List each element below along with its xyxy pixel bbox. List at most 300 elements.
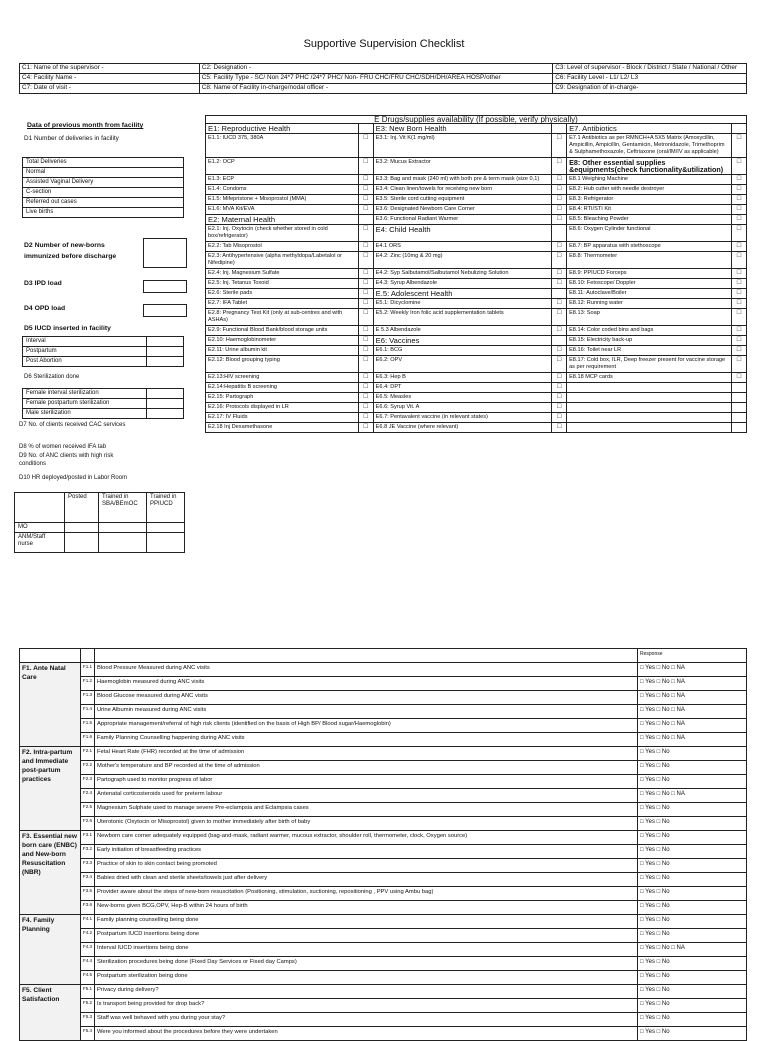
f-response-options[interactable]: □ Yes □ No <box>638 915 747 929</box>
f-item-code: F3.2 <box>81 845 95 859</box>
empty-cell <box>732 393 747 403</box>
drug-item-label: E8.8: Thermometer <box>567 252 732 269</box>
delivery-row: Normal <box>23 168 184 178</box>
drugs-row <box>206 373 747 383</box>
f-item-text: Antenatal corticosteroids used for preterm labour <box>95 789 638 803</box>
f-item-code: F1.2 <box>81 677 95 691</box>
checkbox[interactable]: □ <box>732 225 747 242</box>
checkbox[interactable]: □ <box>732 356 747 373</box>
checkbox[interactable]: □ <box>552 403 567 413</box>
checkbox[interactable]: □ <box>732 252 747 269</box>
checkbox[interactable]: □ <box>552 252 567 269</box>
iucd-value[interactable] <box>147 337 184 347</box>
checkbox[interactable]: □ <box>552 158 567 175</box>
checkbox[interactable]: □ <box>552 299 567 309</box>
f-section-label: F1. Ante Natal Care <box>20 663 81 747</box>
f-response-options[interactable]: □ Yes □ No <box>638 887 747 901</box>
empty-cell <box>732 403 747 413</box>
sterilization-row: Male sterilization <box>23 409 147 419</box>
drug-item-label: E6.1: BCG <box>373 346 552 356</box>
d8-label: D8 % of women received IFA tab <box>19 444 107 450</box>
f-response-options[interactable]: □ Yes □ No <box>638 971 747 985</box>
drug-item-label: E2.15: Partograph <box>206 393 359 403</box>
checkbox[interactable]: □ <box>732 185 747 195</box>
checkbox[interactable]: □ <box>552 413 567 423</box>
section-f-table <box>19 648 747 1041</box>
f-item-text: New-borns given BCG,OPV, Hep-B within 24 hours of birth <box>95 901 638 915</box>
iucd-value[interactable] <box>147 347 184 357</box>
checkbox[interactable]: □ <box>358 205 373 215</box>
staff-cell[interactable] <box>65 523 99 533</box>
f-item-text: Practice of skin to skin contact being promoted <box>95 859 638 873</box>
f-row <box>20 859 747 873</box>
empty-cell <box>732 124 747 134</box>
f-item-code: F2.3 <box>81 775 95 789</box>
checkbox[interactable]: □ <box>358 134 373 158</box>
f-item-text: Newborn care corner adequately equipped (bag-and-mask, radiant warmer, mucous extractor, shoulder roll, thermometer, clock, Oxygen source) <box>95 831 638 845</box>
checkbox[interactable]: □ <box>732 309 747 326</box>
f-row <box>20 943 747 957</box>
drug-item-label: E3.1: Inj. Vit K(1 mg/ml) <box>373 134 552 158</box>
c2-designation[interactable]: C2: Designation - <box>199 64 553 74</box>
c9-incharge-designation[interactable]: C9: Designation of in-charge- <box>553 84 747 94</box>
sterilization-value[interactable] <box>147 389 184 399</box>
c8-incharge-name[interactable]: C8: Name of Facility in-charge/nodal officer - <box>199 84 553 94</box>
d3-label: D3 IPD load <box>24 280 62 287</box>
checkbox[interactable]: □ <box>552 134 567 158</box>
checkbox[interactable]: □ <box>552 205 567 215</box>
iucd-table <box>22 336 184 367</box>
sterilization-value[interactable] <box>147 399 184 409</box>
f-response-options[interactable]: □ Yes □ No <box>638 873 747 887</box>
f-item-text: Urine Albumin measured during ANC visits <box>95 705 638 719</box>
f-item-code: F3.4 <box>81 873 95 887</box>
staff-cell[interactable] <box>65 533 99 553</box>
drug-item-label: E8.6: Oxygen Cylinder functional <box>567 225 732 242</box>
f-response-options[interactable]: □ Yes □ No □ NA <box>638 691 747 705</box>
checkbox[interactable]: □ <box>358 373 373 383</box>
empty-cell <box>567 413 732 423</box>
hr-staff-table <box>14 492 185 553</box>
drug-item-label: E7.1 Antibiotics as per RMNCH+A 5X5 Matrix (Amoxycillin, Ampicillin, Ampicillin, Gentamicin, Metronidazole, Trimethoprim & Sulphamethoxazole, Ceftriaxone (oral/IM/IV as applicable) <box>567 134 732 158</box>
drug-item-label: E8.18 MCP cards <box>567 373 732 383</box>
f-item-code: F5.3 <box>81 1013 95 1027</box>
checkbox[interactable]: □ <box>358 195 373 205</box>
f-row <box>20 957 747 971</box>
checkbox[interactable]: □ <box>552 175 567 185</box>
drug-item-label: E8.15: Electricity back-up <box>567 336 732 346</box>
f-response-options[interactable]: □ Yes □ No <box>638 831 747 845</box>
f-item-text: Family planning counselling being done <box>95 915 638 929</box>
checkbox[interactable]: □ <box>358 413 373 423</box>
drugs-row <box>206 124 747 134</box>
d4-label: D4 OPD load <box>24 305 66 312</box>
drugs-section-heading: E6: Vaccines <box>373 336 552 346</box>
f-response-options[interactable]: □ Yes □ No □ NA <box>638 719 747 733</box>
f-item-code: F4.5 <box>81 971 95 985</box>
f-item-text: Postpartum sterilization being done <box>95 971 638 985</box>
f-response-options[interactable]: □ Yes □ No □ NA <box>638 733 747 747</box>
staff-row-label: MO <box>15 523 65 533</box>
drugs-row <box>206 185 747 195</box>
f-response-options[interactable]: □ Yes □ No <box>638 803 747 817</box>
drug-item-label: E4.2: Zinc (10mg & 20 mg) <box>373 252 552 269</box>
drugs-row <box>206 252 747 269</box>
checkbox[interactable]: □ <box>552 242 567 252</box>
checkbox[interactable]: □ <box>552 269 567 279</box>
checkbox[interactable]: □ <box>358 299 373 309</box>
drugs-row <box>206 356 747 373</box>
checkbox[interactable]: □ <box>732 269 747 279</box>
f-item-code: F2.4 <box>81 789 95 803</box>
f-row <box>20 789 747 803</box>
f-item-text: Uterotonic (Oxytocin or Misoprostol) given to mother immediately after birth of baby <box>95 817 638 831</box>
drug-item-label: E6.7: Pentavalent vaccine (in relevant states) <box>373 413 552 423</box>
f-response-options[interactable]: □ Yes □ No <box>638 747 747 761</box>
checkbox[interactable]: □ <box>732 289 747 299</box>
f-response-options[interactable]: □ Yes □ No <box>638 929 747 943</box>
drug-item-label: E2.10: Haemoglobinometer <box>206 336 359 346</box>
drug-item-label: E8.9: PPIUCD Forceps <box>567 269 732 279</box>
f-row <box>20 733 747 747</box>
drugs-row <box>206 225 747 242</box>
checkbox[interactable]: □ <box>552 373 567 383</box>
f-response-options[interactable]: □ Yes □ No <box>638 859 747 873</box>
f-item-text: Partograph used to monitor progress of labor <box>95 775 638 789</box>
iucd-value[interactable] <box>147 357 184 367</box>
checkbox[interactable]: □ <box>732 346 747 356</box>
f-item-code: F1.4 <box>81 705 95 719</box>
checkbox[interactable]: □ <box>358 242 373 252</box>
f-response-options[interactable]: □ Yes □ No □ NA <box>638 943 747 957</box>
f-item-text: Sterilization procedures being done (Fixed Day Services or Fixed day Camps) <box>95 957 638 971</box>
checkbox[interactable]: □ <box>358 403 373 413</box>
f-item-text: Blood Glucose measured during ANC visits <box>95 691 638 705</box>
f-row <box>20 1027 747 1041</box>
iucd-row: Post Abortion <box>23 357 147 367</box>
drug-item-label: E2.14:Hepatitis B screening <box>206 383 359 393</box>
drug-item-label: E5.1: Dicyclomine <box>373 299 552 309</box>
sterilization-row: Female interval sterilization <box>23 389 147 399</box>
drugs-section-heading: E2: Maternal Health <box>206 215 359 225</box>
delivery-row: Assisted Vaginal Delivery <box>23 178 184 188</box>
empty-cell <box>358 124 373 134</box>
drugs-section-heading: E1: Reproductive Health <box>206 124 359 134</box>
f-response-options[interactable]: □ Yes □ No □ NA <box>638 705 747 719</box>
f-row <box>20 845 747 859</box>
f-item-code: F5.1 <box>81 985 95 999</box>
f-response-options[interactable]: □ Yes □ No □ NA <box>638 677 747 691</box>
drug-item-label: E2.5: Inj. Tetanus Toxoid <box>206 279 359 289</box>
f-corner-cell <box>20 649 81 663</box>
f-section-label: F5. Client Satisfaction <box>20 985 81 1041</box>
drugs-row <box>206 175 747 185</box>
drug-item-label: E2.9: Functional Blood Bank/blood storage units <box>206 326 359 336</box>
response-header: Response <box>638 649 747 663</box>
f-row <box>20 873 747 887</box>
checkbox[interactable]: □ <box>552 279 567 289</box>
f-item-code: F2.6 <box>81 817 95 831</box>
drug-item-label: E6.2: OPV <box>373 356 552 373</box>
checkbox[interactable]: □ <box>552 185 567 195</box>
checkbox[interactable]: □ <box>358 175 373 185</box>
checkbox[interactable]: □ <box>358 393 373 403</box>
f-item-text: Family Planning Counselling happening during ANC visits <box>95 733 638 747</box>
d1-label: D1 Number of deliveries in facility <box>24 135 119 142</box>
f-item-code: F1.1 <box>81 663 95 677</box>
d5-label: D5 IUCD inserted in facility <box>24 325 111 332</box>
checkbox[interactable]: □ <box>358 252 373 269</box>
drug-item-label: E2.1: Inj. Oxytocin (check whether stored in cold box/refrigerator) <box>206 225 359 242</box>
d3-input-box[interactable] <box>143 280 187 293</box>
f-row <box>20 775 747 789</box>
checkbox[interactable]: □ <box>732 205 747 215</box>
drug-item-label: E4.3: Syrup Albendazole <box>373 279 552 289</box>
drug-item-label: E8.3: Refrigerator <box>567 195 732 205</box>
f-row <box>20 1013 747 1027</box>
staff-header: Trained in PPIUCD <box>147 493 185 523</box>
drugs-row <box>206 403 747 413</box>
f-item-code: F3.6 <box>81 901 95 915</box>
c7-date-of-visit[interactable]: C7: Date of visit - <box>20 84 200 94</box>
f-response-options[interactable]: □ Yes □ No <box>638 985 747 999</box>
f-row <box>20 971 747 985</box>
drugs-section-heading: E8: Other essential supplies &equipments(check functionality&utilization) <box>567 158 732 175</box>
f-item-code: F4.3 <box>81 943 95 957</box>
staff-cell[interactable] <box>147 523 185 533</box>
drug-item-label: E2.3: Antihypertensive (alpha methyldopa/Labetalol or Nifedipine) <box>206 252 359 269</box>
drug-item-label: E8.1 Weighing Machine <box>567 175 732 185</box>
f-response-options[interactable]: □ Yes □ No <box>638 775 747 789</box>
f-item-code: F4.1 <box>81 915 95 929</box>
checkbox[interactable]: □ <box>732 134 747 158</box>
checkbox[interactable]: □ <box>552 215 567 225</box>
f-response-options[interactable]: □ Yes □ No <box>638 761 747 775</box>
f-item-text: Postpartum IUCD insertions being done <box>95 929 638 943</box>
drug-item-label: E 5.3 Albendazole <box>373 326 552 336</box>
staff-cell[interactable] <box>99 523 147 533</box>
drugs-section-heading: E7. Antibiotics <box>567 124 732 134</box>
checkbox[interactable]: □ <box>732 336 747 346</box>
deliveries-table <box>22 157 184 218</box>
f-response-options[interactable]: □ Yes □ No □ NA <box>638 663 747 677</box>
iucd-row: Interval <box>23 337 147 347</box>
f-row <box>20 691 747 705</box>
sterilization-value[interactable] <box>147 409 184 419</box>
staff-cell[interactable] <box>99 533 147 553</box>
drug-item-label: E2.17: IV Fluids <box>206 413 359 423</box>
drug-item-label: E3.6: Designated Newborn Care Corner <box>373 205 552 215</box>
checkbox[interactable]: □ <box>358 289 373 299</box>
f-item-code: F3.1 <box>81 831 95 845</box>
drugs-row <box>206 413 747 423</box>
checkbox[interactable]: □ <box>732 175 747 185</box>
f-response-options[interactable]: □ Yes □ No <box>638 1027 747 1041</box>
empty-cell <box>732 383 747 393</box>
empty-cell <box>567 423 732 433</box>
drug-item-label: E3.3: Bag and mask (240 ml) with both pre & term mask (size 0,1) <box>373 175 552 185</box>
d7-label: D7 No. of clients received CAC services <box>19 422 126 428</box>
empty-cell <box>732 423 747 433</box>
drugs-row <box>206 309 747 326</box>
checkbox[interactable]: □ <box>358 225 373 242</box>
c5-facility-type[interactable]: C5: Facility Type - SC/ Non 24*7 PHC /24*7 PHC/ Non- FRU CHC/FRU CHC/SDH/DH/AREA HOSP/other <box>199 74 553 84</box>
f-response-options[interactable]: □ Yes □ No <box>638 901 747 915</box>
drug-item-label: E3.4: Clean linen/towels for receiving new born <box>373 185 552 195</box>
c4-facility-name[interactable]: C4: Facility Name - <box>20 74 200 84</box>
drug-item-label: E2.13:HIV screening <box>206 373 359 383</box>
page-title: Supportive Supervision Checklist <box>303 38 465 50</box>
f-row <box>20 747 747 761</box>
checkbox[interactable]: □ <box>732 215 747 225</box>
drugs-row <box>206 326 747 336</box>
staff-corner-cell <box>15 493 65 523</box>
f-row <box>20 761 747 775</box>
f-code-header <box>81 649 95 663</box>
checkbox[interactable]: □ <box>552 383 567 393</box>
d10-label: D10 HR deployed/posted in Labor Room <box>19 475 128 481</box>
drug-item-label: E3.2: Mucus Extractor <box>373 158 552 175</box>
d9-label: D9 No. of ANC clients with high risk conditions <box>19 453 114 467</box>
drugs-row <box>206 242 747 252</box>
f-response-options[interactable]: □ Yes □ No <box>638 817 747 831</box>
drug-item-label: E1.2: OCP <box>206 158 359 175</box>
c6-facility-level[interactable]: C6: Facility Level - L1/ L2/ L3 <box>553 74 747 84</box>
f-item-text: Interval IUCD insertions being done <box>95 943 638 957</box>
checkbox[interactable]: □ <box>732 299 747 309</box>
checkbox[interactable]: □ <box>358 346 373 356</box>
f-item-text: Is transport being provided for drop back? <box>95 999 638 1013</box>
f-item-text: Mother's temperature and BP recorded at the time of admission <box>95 761 638 775</box>
delivery-row: Total Deliveries <box>23 158 184 168</box>
drugs-row <box>206 158 747 175</box>
drugs-section-heading: E4: Child Health <box>373 225 552 242</box>
empty-cell <box>358 215 373 225</box>
empty-cell <box>552 124 567 134</box>
f-section-label: F3. Essential new born care (ENBC) and New-born Resuscitation (NBR) <box>20 831 81 915</box>
f-item-text: Haemoglobin measured during ANC visits <box>95 677 638 691</box>
f-row <box>20 803 747 817</box>
drug-item-label: E2.8: Pregnancy Test Kit (only at sub-centres and with ASHAs) <box>206 309 359 326</box>
checkbox[interactable]: □ <box>358 158 373 175</box>
drug-item-label: E6.6: Syrup Vit. A <box>373 403 552 413</box>
d4-input-box[interactable] <box>143 304 187 317</box>
f-row <box>20 999 747 1013</box>
checkbox[interactable]: □ <box>552 393 567 403</box>
drugs-row <box>206 423 747 433</box>
checkbox[interactable]: □ <box>358 185 373 195</box>
checkbox[interactable]: □ <box>732 326 747 336</box>
f-item-code: F5.2 <box>81 999 95 1013</box>
f-response-options[interactable]: □ Yes □ No <box>638 957 747 971</box>
checkbox[interactable]: □ <box>358 326 373 336</box>
drug-item-label: E3.6: Functional Radiant Warmer <box>373 215 552 225</box>
drug-item-label: E8.11: Autoclave/Boiler <box>567 289 732 299</box>
f-item-code: F1.3 <box>81 691 95 705</box>
drug-item-label: E2.4: Inj. Magnesium Sulfate <box>206 269 359 279</box>
f-row <box>20 677 747 691</box>
drug-item-label: E8.5: Bleaching Powder <box>567 215 732 225</box>
checkbox[interactable]: □ <box>358 269 373 279</box>
sterilization-table <box>22 388 184 419</box>
f-response-options[interactable]: □ Yes □ No □ NA <box>638 789 747 803</box>
f-row <box>20 985 747 999</box>
f-section-label: F2. Intra-partum and Immediate post-partum practices <box>20 747 81 831</box>
f-item-text: Babies dried with clean and sterile sheets/towels just after delivery <box>95 873 638 887</box>
checkbox[interactable]: □ <box>552 195 567 205</box>
drug-item-label: E8.10: Fetoscope/ Doppler <box>567 279 732 289</box>
drugs-row <box>206 195 747 205</box>
drug-item-label: E8.14: Color coded bins and bags <box>567 326 732 336</box>
f-response-options[interactable]: □ Yes □ No <box>638 1013 747 1027</box>
checkbox[interactable]: □ <box>552 326 567 336</box>
checkbox[interactable]: □ <box>552 309 567 326</box>
f-item-code: F5.4 <box>81 1027 95 1041</box>
d2-label: D2 Number of new-borns immunized before discharge <box>24 242 117 260</box>
drug-item-label: E3.5: Sterile cord cutting equipment <box>373 195 552 205</box>
drug-item-label: E1.3: ECP <box>206 175 359 185</box>
drug-item-label: E1.4: Condoms <box>206 185 359 195</box>
checkbox[interactable]: □ <box>358 383 373 393</box>
empty-cell <box>552 225 567 242</box>
f-row <box>20 817 747 831</box>
c3-supervisor-level[interactable]: C3: Level of supervisor - Block / District / State / National / Other <box>553 64 747 74</box>
drugs-row <box>206 269 747 279</box>
supervisor-header-table <box>19 63 747 94</box>
f-item-code: F2.5 <box>81 803 95 817</box>
checkbox[interactable]: □ <box>358 279 373 289</box>
checkbox[interactable]: □ <box>732 195 747 205</box>
checkbox[interactable]: □ <box>358 423 373 433</box>
drug-item-label: E8.4: RTI/STI Kit <box>567 205 732 215</box>
f-item-code: F2.2 <box>81 761 95 775</box>
checkbox[interactable]: □ <box>552 356 567 373</box>
drugs-row <box>206 299 747 309</box>
staff-cell[interactable] <box>147 533 185 553</box>
drugs-row <box>206 346 747 356</box>
data-section-title: Data of previous month from facility <box>27 122 144 129</box>
staff-header: Posted <box>65 493 99 523</box>
f-item-code: F2.1 <box>81 747 95 761</box>
checkbox[interactable]: □ <box>358 336 373 346</box>
f-section-label: F4. Family Planning <box>20 915 81 985</box>
f-item-text: Fetal Heart Rate (FHR) recorded at the time of admission <box>95 747 638 761</box>
drug-item-label: E1.1: IUCD 375, 380A <box>206 134 359 158</box>
checkbox[interactable]: □ <box>732 373 747 383</box>
checkbox[interactable]: □ <box>732 242 747 252</box>
checkbox[interactable]: □ <box>552 423 567 433</box>
c1-supervisor-name[interactable]: C1: Name of the supervisor - <box>20 64 200 74</box>
d2-input-box[interactable] <box>143 238 187 268</box>
checkbox[interactable]: □ <box>732 158 747 175</box>
checkbox[interactable]: □ <box>358 356 373 373</box>
empty-cell <box>552 336 567 346</box>
f-response-options[interactable]: □ Yes □ No <box>638 999 747 1013</box>
f-item-code: F3.3 <box>81 859 95 873</box>
drugs-row <box>206 289 747 299</box>
drug-item-label: E2.6: Sterile pads <box>206 289 359 299</box>
checkbox[interactable]: □ <box>732 279 747 289</box>
empty-cell <box>732 413 747 423</box>
drug-item-label: E5.2: Weekly Iron folic acid supplementation tablets <box>373 309 552 326</box>
empty-cell <box>567 383 732 393</box>
drugs-section-heading: E3: New Born Health <box>373 124 552 134</box>
checkbox[interactable]: □ <box>358 309 373 326</box>
f-response-options[interactable]: □ Yes □ No <box>638 845 747 859</box>
f-item-code: F4.4 <box>81 957 95 971</box>
checkbox[interactable]: □ <box>552 346 567 356</box>
iucd-row: Postpartum <box>23 347 147 357</box>
